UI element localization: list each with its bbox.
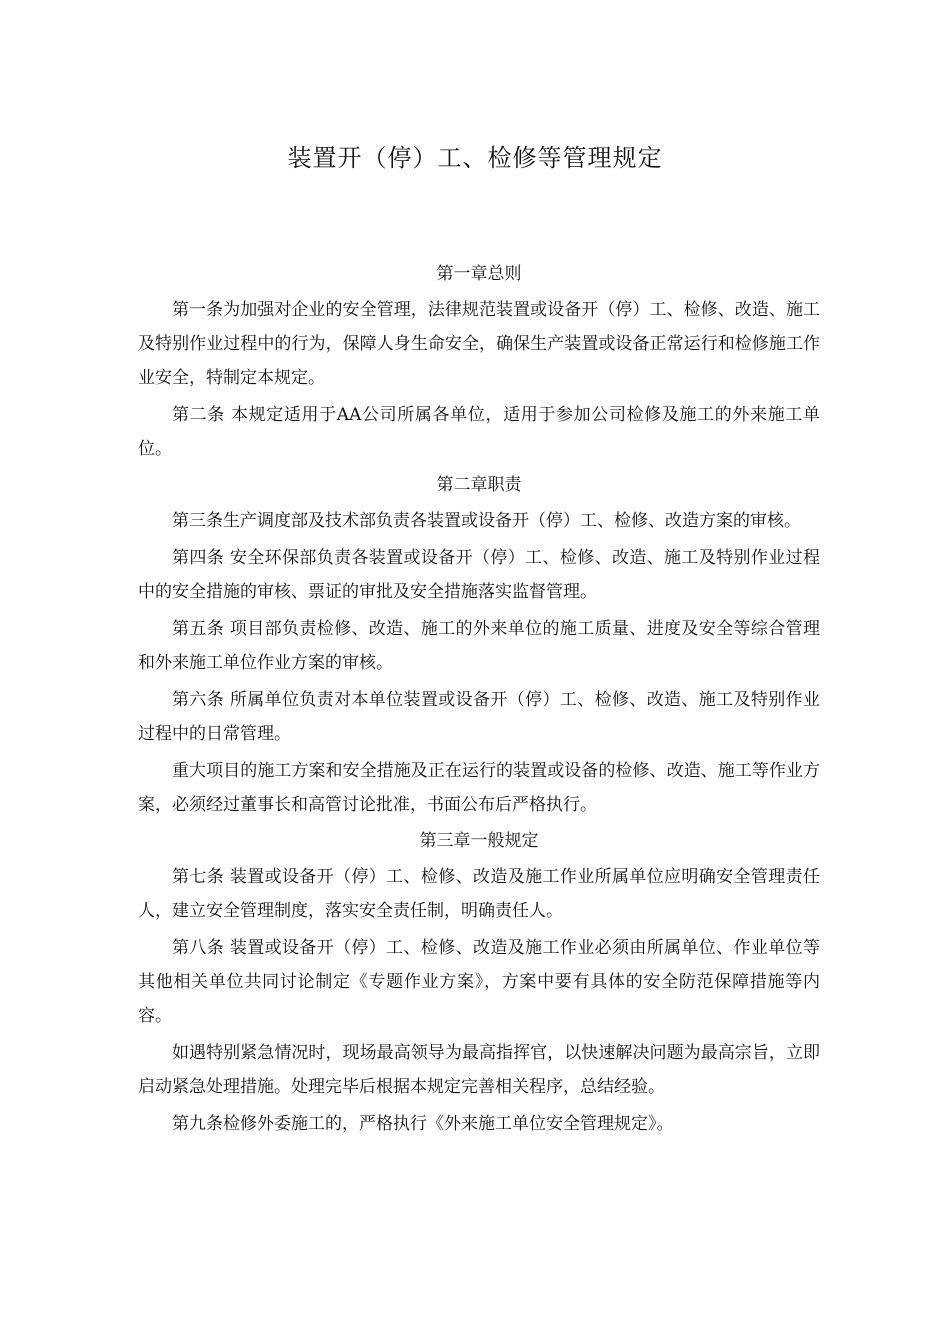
chapter-heading: 第三章一般规定 bbox=[419, 831, 539, 851]
document-title: 装置开（停）工、检修等管理规定 bbox=[287, 144, 663, 172]
chapter-heading: 第二章职责 bbox=[436, 475, 522, 495]
paragraph: 第三条生产调度部及技术部负责各装置或设备开（停）工、检修、改造方案的审核。 bbox=[172, 511, 801, 531]
paragraph: 重大项目的施工方案和安全措施及正在运行的装置或设备的检修、改造、施工等作业方案，必须经过董事长和高管讨论批准，书面公布后严格执行。 bbox=[138, 761, 820, 815]
paragraph: 第一条为加强对企业的安全管理，法律规范装置或设备开（停）工、检修、改造、施工及特别作业过程中的行为，保障人身生命安全，确保生产装置或设备正常运行和检修施工作业安全，特制定本规定。 bbox=[138, 300, 820, 388]
paragraph: 第九条检修外委施工的，严格执行《外来施工单位安全管理规定》。 bbox=[172, 1114, 674, 1134]
paragraph: 第四条 安全环保部负责各装置或设备开（停）工、检修、改造、施工及特别作业过程中的安全措施的审核、票证的审批及安全措施落实监督管理。 bbox=[138, 548, 820, 602]
document-body bbox=[138, 258, 820, 1144]
paragraph: 第八条 装置或设备开（停）工、检修、改造及施工作业必须由所属单位、作业单位等其他相关单位共同讨论制定《专题作业方案》，方案中要有具体的安全防范保障措施等内容。 bbox=[138, 938, 820, 1026]
paragraph: 第五条 项目部负责检修、改造、施工的外来单位的施工质量、进度及安全等综合管理和外来施工单位作业方案的审核。 bbox=[138, 619, 820, 673]
paragraph: 如遇特别紧急情况时，现场最高领导为最高指挥官，以快速解决问题为最高宗旨，立即启动紧急处理措施。处理完毕后根据本规定完善相关程序，总结经验。 bbox=[138, 1043, 820, 1097]
chapter-heading: 第一章总则 bbox=[436, 264, 522, 284]
paragraph: 第六条 所属单位负责对本单位装置或设备开（停）工、检修、改造、施工及特别作业过程中的日常管理。 bbox=[138, 690, 820, 744]
paragraph: 第二条 本规定适用于AA公司所属各单位，适用于参加公司检修及施工的外来施工单位。 bbox=[138, 405, 820, 459]
paragraph: 第七条 装置或设备开（停）工、检修、改造及施工作业所属单位应明确安全管理责任人，建立安全管理制度，落实安全责任制，明确责任人。 bbox=[138, 867, 820, 921]
